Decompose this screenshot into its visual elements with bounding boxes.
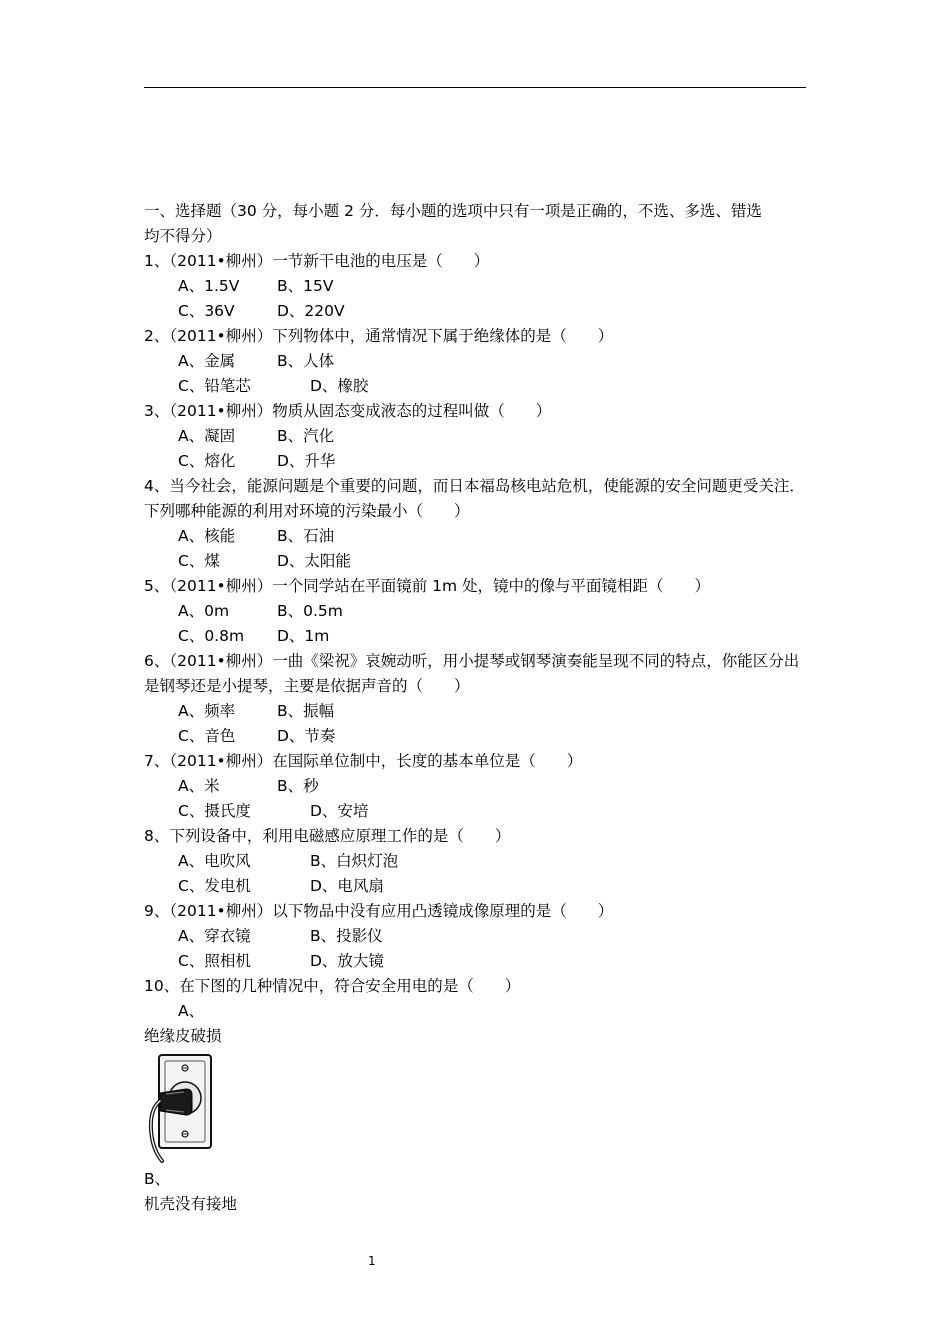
question-10-option-b-row (144, 1167, 808, 1192)
plug-outlet-icon (146, 1053, 216, 1163)
header-rule (144, 87, 806, 88)
question-8-options-row-2 (144, 874, 808, 899)
option-d: D、放大镜 (310, 952, 384, 970)
option-c: C、摄氏度 (178, 802, 251, 820)
option-c: C、照相机 (178, 952, 251, 970)
question-2-options-row-2 (144, 374, 808, 399)
question-3-options-row-2 (144, 449, 808, 474)
question-7-options-row-1 (144, 774, 808, 799)
option-b: B、15V (277, 277, 334, 295)
question-1-options-row-1 (144, 274, 808, 299)
question-5-options-row-2 (144, 624, 808, 649)
option-c: C、36V (178, 302, 235, 320)
option-b: B、投影仪 (310, 927, 383, 945)
question-4-stem: 4、当今社会，能源问题是个重要的问题，而日本福岛核电站危机，使能源的安全问题更受关注．下列哪种能源的利用对环境的污染最小（ ） (144, 477, 805, 520)
question-3-stem: 3、（2011•柳州）物质从固态变成液态的过程叫做（ ） (144, 402, 552, 420)
option-a: A、 (178, 1002, 205, 1020)
option-a: A、核能 (178, 527, 236, 545)
option-a: A、1.5V (178, 277, 240, 295)
option-c: C、煤 (178, 552, 220, 570)
question-10-stem: 10、在下图的几种情况中，符合安全用电的是（ ） (144, 977, 521, 995)
option-a: A、金属 (178, 352, 236, 370)
option-c: C、音色 (178, 727, 236, 745)
question-9-stem: 9、（2011•柳州）以下物品中没有应用凸透镜成像原理的是（ ） (144, 902, 614, 920)
option-c: C、发电机 (178, 877, 251, 895)
option-b: B、 (144, 1170, 171, 1188)
option-b: B、汽化 (277, 427, 335, 445)
question-2-stem: 2、（2011•柳州）下列物体中，通常情况下属于绝缘体的是（ ） (144, 327, 614, 345)
option-a: A、0m (178, 602, 230, 620)
option-c: C、0.8m (178, 627, 245, 645)
option-a: A、电吹风 (178, 852, 251, 870)
option-b: B、0.5m (277, 602, 343, 620)
option-d: D、电风扇 (310, 877, 384, 895)
option-d: D、1m (277, 627, 330, 645)
question-6-options-row-2 (144, 724, 808, 749)
question-7-stem: 7、（2011•柳州）在国际单位制中，长度的基本单位是（ ） (144, 752, 583, 770)
option-a: A、米 (178, 777, 220, 795)
option-b: B、人体 (277, 352, 335, 370)
question-1-stem: 1、（2011•柳州）一节新干电池的电压是（ ） (144, 252, 490, 270)
section-heading-line-2: 均不得分） (144, 227, 222, 245)
question-4-options-row-1 (144, 524, 808, 549)
question-6-options-row-1 (144, 699, 808, 724)
question-10-option-a-row (144, 999, 808, 1024)
option-c: C、熔化 (178, 452, 236, 470)
question-4-options-row-2 (144, 549, 808, 574)
option-b: B、振幅 (277, 702, 335, 720)
option-c: C、铅笔芯 (178, 377, 251, 395)
option-a: A、穿衣镜 (178, 927, 251, 945)
option-a: A、频率 (178, 702, 236, 720)
question-9-options-row-1 (144, 924, 808, 949)
option-b: B、白炽灯泡 (310, 852, 399, 870)
question-3-options-row-1 (144, 424, 808, 449)
option-a: A、凝固 (178, 427, 236, 445)
option-d: D、安培 (310, 802, 369, 820)
option-d: D、升华 (277, 452, 336, 470)
power-plug-outlet-illustration (146, 1053, 216, 1163)
question-5-options-row-1 (144, 599, 808, 624)
page-number: 1 (368, 1254, 376, 1268)
question-6-stem: 6、（2011•柳州）一曲《梁祝》哀婉动听，用小提琴或钢琴演奏能呈现不同的特点，你能区分出是钢琴还是小提琴，主要是依据声音的（ ） (144, 652, 800, 695)
option-d: D、橡胶 (310, 377, 369, 395)
question-1-options-row-2 (144, 299, 808, 324)
option-b-caption: 机壳没有接地 (144, 1195, 238, 1213)
question-9-options-row-2 (144, 949, 808, 974)
question-8-stem: 8、下列设备中，利用电磁感应原理工作的是（ ） (144, 827, 511, 845)
question-7-options-row-2 (144, 799, 808, 824)
option-d: D、太阳能 (277, 552, 351, 570)
question-5-stem: 5、（2011•柳州）一个同学站在平面镜前 1m 处，镜中的像与平面镜相距（ ） (144, 577, 711, 595)
document-body (144, 199, 808, 1217)
option-b: B、秒 (277, 777, 319, 795)
option-d: D、节奏 (277, 727, 336, 745)
question-8-options-row-1 (144, 849, 808, 874)
question-2-options-row-1 (144, 349, 808, 374)
section-heading-line-1: 一、选择题（30 分，每小题 2 分．每小题的选项中只有一项是正确的，不选、多选、错选 (144, 202, 762, 220)
option-b: B、石油 (277, 527, 335, 545)
option-a-caption: 绝缘皮破损 (144, 1027, 222, 1045)
option-d: D、220V (277, 302, 345, 320)
